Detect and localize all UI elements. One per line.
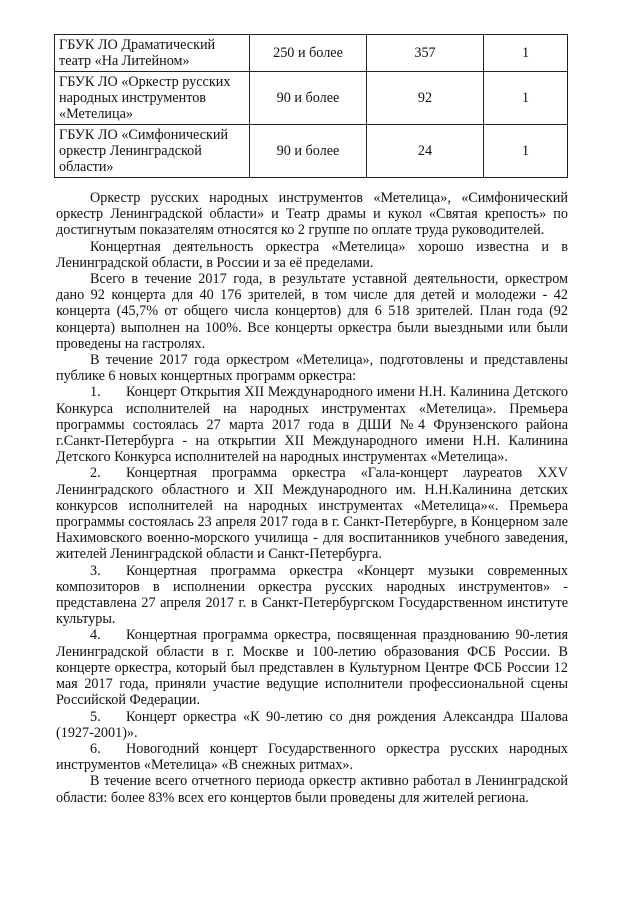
list-item-text: Концертная программа оркестра «Гала-концерт лауреатов XXV Ленинградского областного и XII Международного им. Н.Н.Калинина детских конкурсов исполнителей на народных инструментах «Метелица»«. Премьера программы состоялась 23 апреля 2017 года в г. Санкт-Петербурге, в Концерном зале Нахимовского военно-морского училища - для воспитанников учебного заведения, жителей Ленинградской области и Санкт-Петербурга. [56,465,568,563]
list-item [56,741,568,773]
org-name-line: ГБУК ЛО «Оркестр русских [59,73,231,90]
list-item-text: Концерт Открытия XII Международного имени Н.Н. Калинина Детского Конкурса исполнителей на народных инструментах «Метелица». Премьера программы состоялась 27 марта 2017 года в ДШИ №4 Фрунзенского района г.Санкт-Петербурга - на открытии XII Международного имени Н.Н. Калинина Детского Конкурса исполнителей на народных инструментах «Метелица». [56,384,568,466]
norm-cell: 250 и более [250,35,367,72]
list-item-number: 4. [90,627,101,644]
list-item-text: Концерт оркестра «К 90-летию со дня рождения Александра Шалова (1927-2001)». [56,708,568,741]
actual-cell: 357 [367,35,484,72]
group-cell: 1 [484,125,568,178]
group-cell: 1 [484,35,568,72]
organizations-table [54,34,568,178]
paragraph: Всего в течение 2017 года, в результате уставной деятельности, оркестром дано 92 концерта для 40 176 зрителей, в том числе для детей и молодежи - 42 концерта (45,7% от общего числа концертов) для 6 518 зрителей. План года (92 концерта) выполнен на 100%. Все концерты оркестра были выездными или были проведены на гастролях. [56,271,568,352]
org-name-line: театр «На Литейном» [59,53,190,69]
paragraph: В течение 2017 года оркестром «Метелица», подготовлены и представлены публике 6 новых концертных программ оркестра: [56,352,568,385]
list-item-number: 6. [90,740,101,757]
list-item [56,384,568,465]
table-row [55,35,568,72]
group-cell: 1 [484,72,568,125]
table-row [55,72,568,125]
actual-cell: 24 [367,125,484,178]
org-name-line: ГБУК ЛО Драматический [59,36,216,53]
list-item-number: 3. [90,562,101,579]
list-item [56,627,568,708]
org-name-line: области» [59,159,114,176]
list-item-number: 1. [90,384,101,401]
org-name-line: оркестр Ленинградской [59,142,202,159]
list-item [56,709,568,741]
actual-cell: 92 [367,72,484,125]
paragraph: Оркестр русских народных инструментов «Метелица», «Симфонический оркестр Ленинградской области» и Театр драмы и кукол «Святая крепость» по достигнутым показателям относятся ко 2 группе по оплате труда руководителей. [56,190,568,239]
body-text [56,190,568,806]
list-item [56,563,568,628]
org-name-line: ГБУК ЛО «Симфонический [59,126,229,143]
table-row [55,125,568,178]
list-item [56,465,568,562]
list-item-text: Концертная программа оркестра, посвященная празднованию 90-летия Ленинградской области в г. Москве и 100-летию образования ФСБ России. В концерте оркестра, который был представлен в Культурном Центре ФСБ России 12 мая 2017 года, приняли участие ведущие исполнители профессиональной сцены Российской Федерации. [56,627,568,709]
norm-cell: 90 и более [250,125,367,178]
org-name-line: «Метелица» [59,106,133,123]
org-name-line: народных инструментов [59,89,206,106]
org-name-cell [55,35,250,72]
list-item-number: 5. [90,708,101,725]
norm-cell: 90 и более [250,72,367,125]
list-item-text: Концертная программа оркестра «Концерт музыки современных композиторов в исполнении оркестра русских народных инструментов» - представлена 27 апреля 2017 г. в Санкт-Петербургском Государственном институте культуры. [56,562,568,628]
list-item-number: 2. [90,465,101,482]
paragraph: Концертная деятельность оркестра «Метелица» хорошо известна и в Ленинградской области, в России и за её пределами. [56,238,568,271]
org-name-cell [55,125,250,178]
paragraph: В течение всего отчетного периода оркестр активно работал в Ленинградской области: более 83% всех его концертов были проведены для жителей региона. [56,773,568,806]
org-name-cell [55,72,250,125]
list-item-text: Новогодний концерт Государственного оркестра русских народных инструментов «Метелица» «В снежных ритмах». [56,740,568,774]
